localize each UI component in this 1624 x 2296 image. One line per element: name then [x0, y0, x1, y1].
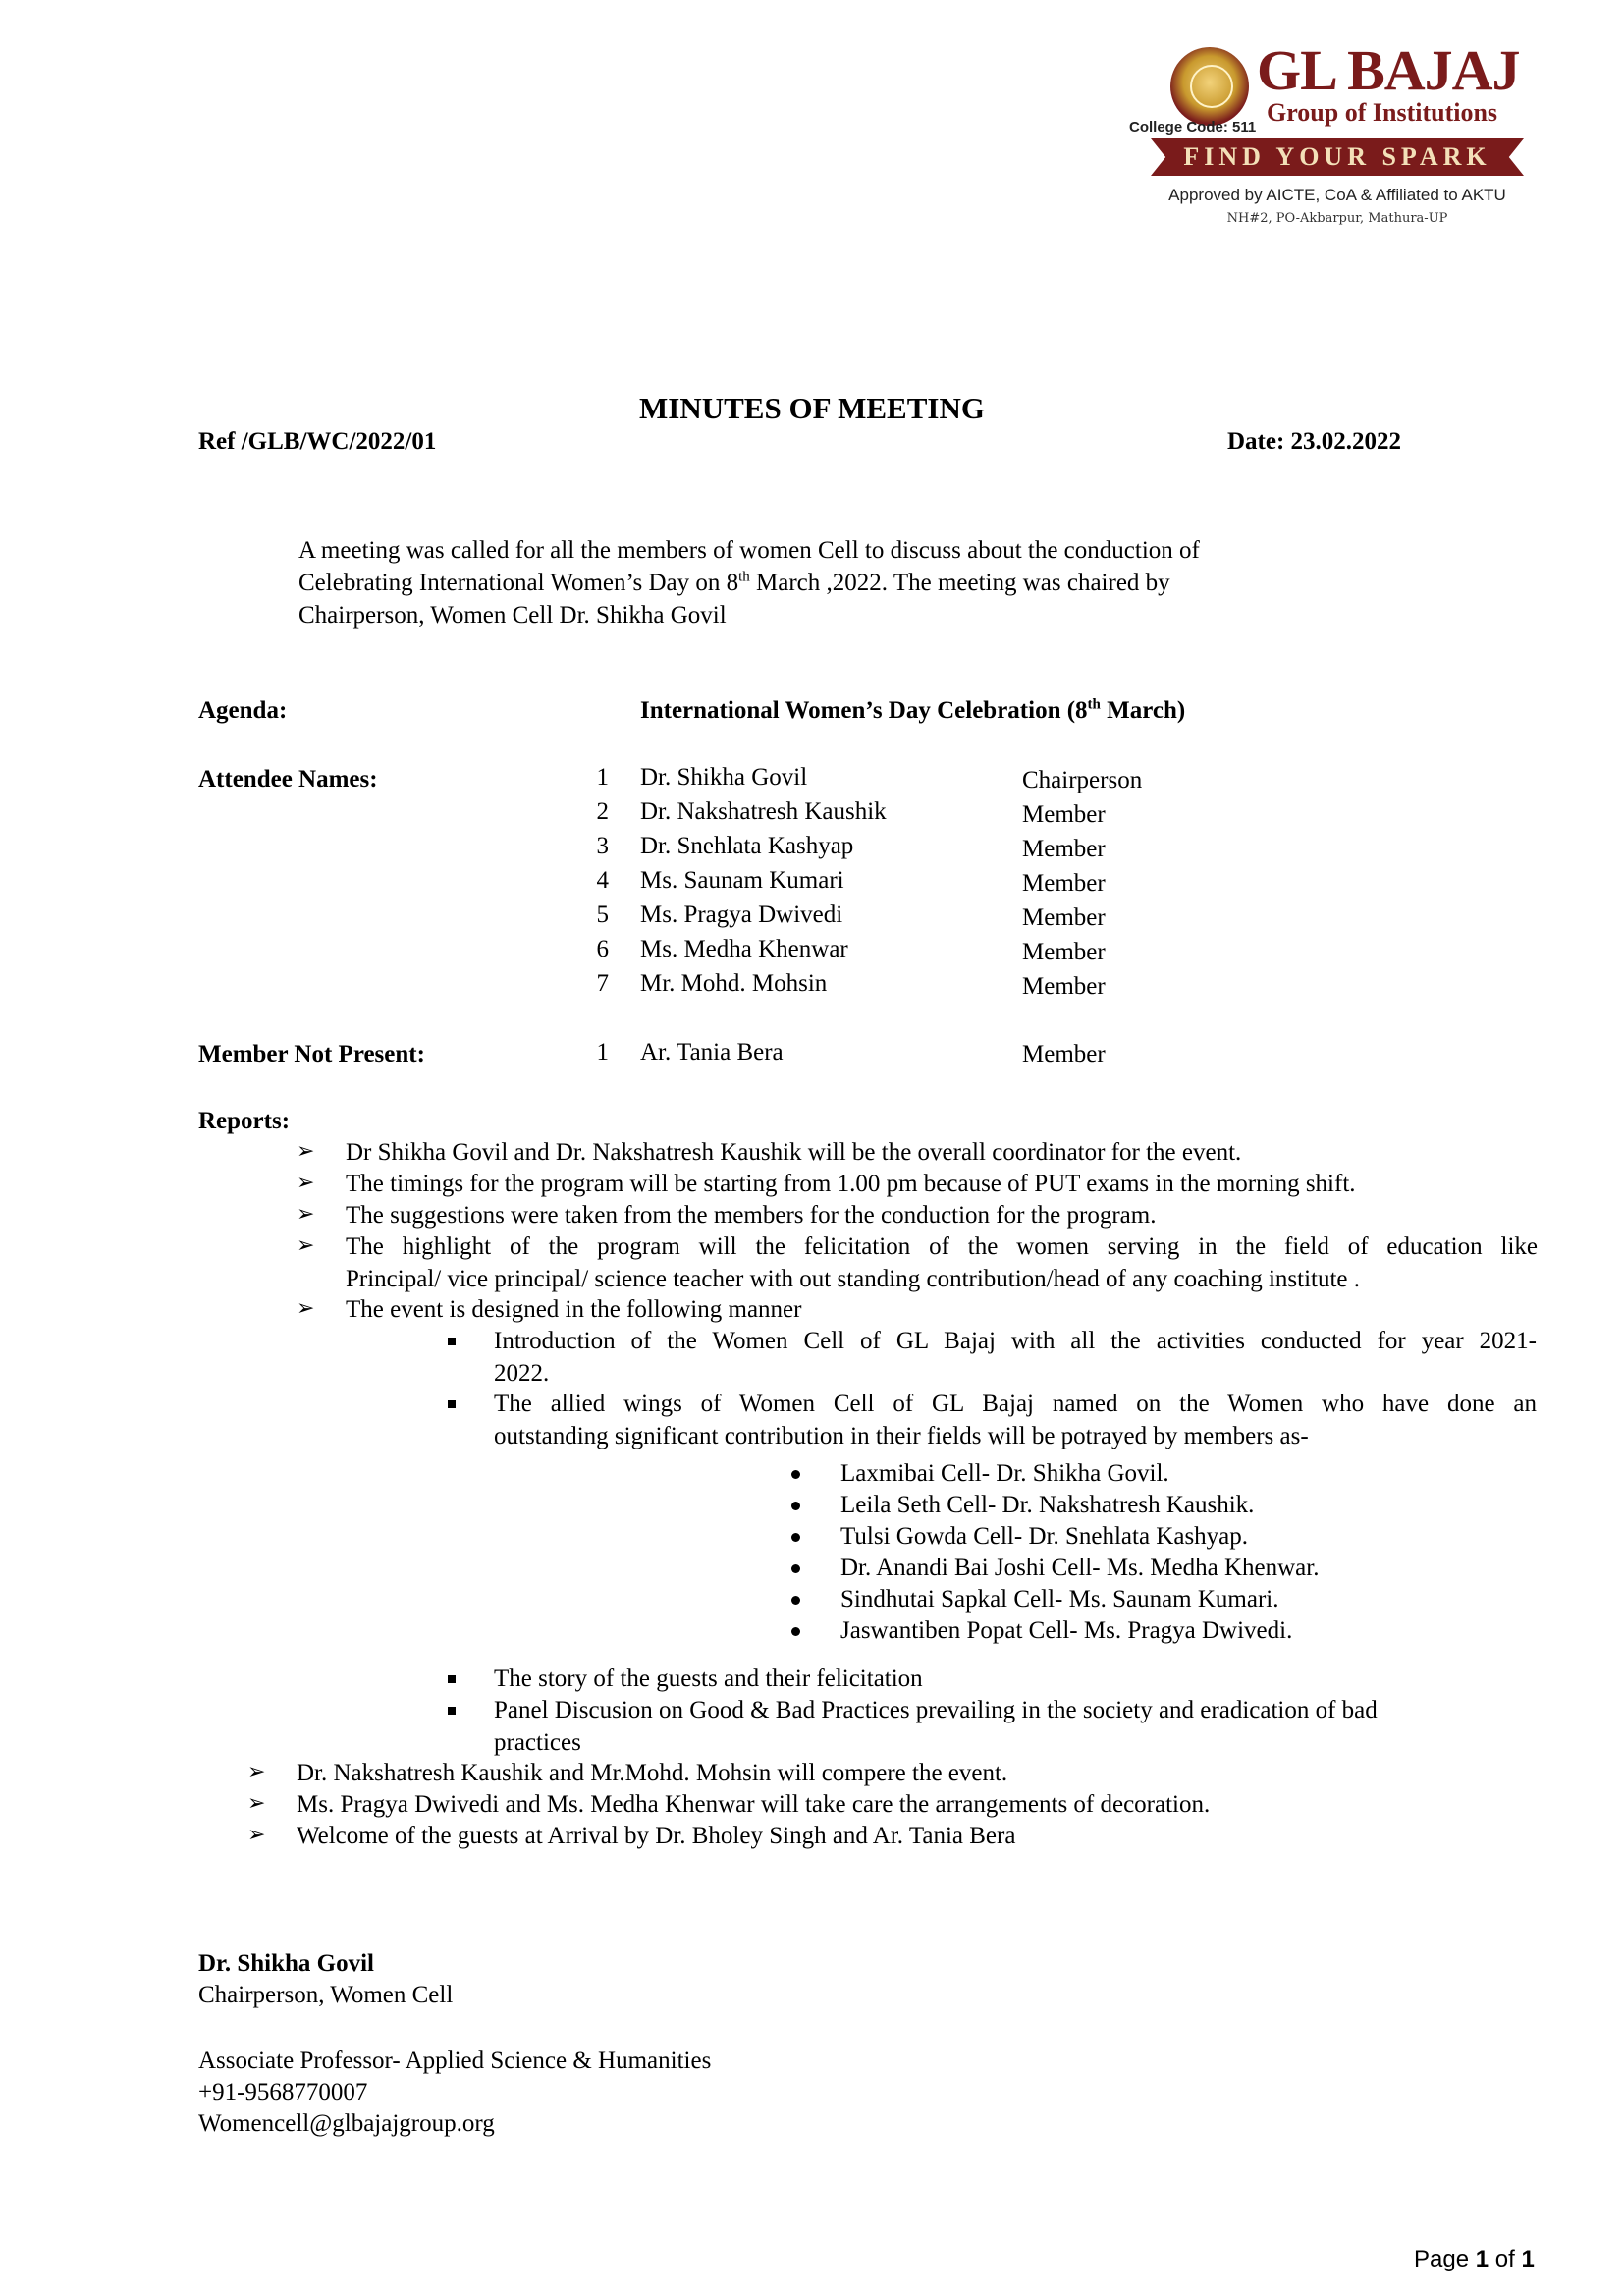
- address-line: NH#2, PO-Akbarpur, Mathura-UP: [1226, 211, 1448, 226]
- arrow-bullet-icon: ➢: [297, 1202, 315, 1227]
- round-bullet-icon: [791, 1533, 800, 1542]
- tagline: FIND YOUR SPARK: [1183, 142, 1491, 171]
- college-code: College Code: 511: [1129, 119, 1257, 136]
- cell-item: Jaswantiben Popat Cell- Ms. Pragya Dwivedi.: [840, 1617, 1293, 1644]
- intro-line: A meeting was called for all the members of women Cell to discuss about the conduction of: [298, 537, 1200, 564]
- square-bullet-icon: [448, 1707, 456, 1715]
- report-item: The highlight of the program will the felicitation of the women serving in the field of education like Principal/ vice principal/ science teacher with out standing contribution/head of any coaching institute .: [346, 1233, 1538, 1292]
- signatory-role: Chairperson, Women Cell: [198, 1982, 454, 2008]
- attendee-number: 3: [596, 833, 609, 859]
- square-bullet-icon: [448, 1675, 456, 1683]
- attendee-name: Dr. Snehlata Kashyap: [640, 833, 854, 859]
- attendee-label: Attendee Names:: [198, 766, 378, 793]
- sub-item: Panel Discusion on Good & Bad Practices prevailing in the society and eradication of bad practices: [494, 1697, 1378, 1756]
- attendee-number: 4: [596, 867, 609, 894]
- brand-name: GL BAJAJ: [1257, 38, 1520, 102]
- attendee-role: Member: [1022, 973, 1106, 1000]
- page-number: Page 1 of 1: [1414, 2246, 1535, 2272]
- round-bullet-icon: [791, 1502, 800, 1510]
- absent-name: Ar. Tania Bera: [640, 1039, 784, 1066]
- arrow-bullet-icon: ➢: [247, 1823, 266, 1847]
- arrow-bullet-icon: ➢: [297, 1233, 315, 1258]
- report-item: Dr Shikha Govil and Dr. Nakshatresh Kaushik will be the overall coordinator for the event.: [346, 1139, 1242, 1166]
- attendee-role: Chairperson: [1022, 767, 1143, 793]
- attendee-name: Dr. Shikha Govil: [640, 764, 808, 791]
- sub-item: The allied wings of Women Cell of GL Bajaj named on the Women who have done an outstanding significant contribution in their fields will be potrayed by members as-: [494, 1391, 1537, 1449]
- round-bullet-icon: [791, 1596, 800, 1605]
- attendee-name: Mr. Mohd. Mohsin: [640, 970, 828, 997]
- signatory-designation: Associate Professor- Applied Science & Humanities: [198, 2048, 712, 2074]
- arrow-bullet-icon: ➢: [247, 1760, 266, 1784]
- signatory-email: Womencell@glbajajgroup.org: [198, 2110, 495, 2137]
- round-bullet-icon: [791, 1564, 800, 1573]
- arrow-bullet-icon: ➢: [297, 1139, 315, 1164]
- reports-label: Reports:: [198, 1108, 291, 1134]
- agenda-label: Agenda:: [198, 697, 288, 724]
- attendee-number: 6: [596, 936, 609, 962]
- attendee-role: Member: [1022, 939, 1106, 965]
- signatory-name: Dr. Shikha Govil: [198, 1950, 375, 1977]
- round-bullet-icon: [791, 1627, 800, 1636]
- cell-item: Leila Seth Cell- Dr. Nakshatresh Kaushik.: [840, 1492, 1255, 1518]
- report-item: The event is designed in the following manner: [346, 1296, 802, 1323]
- attendee-number: 1: [596, 764, 609, 791]
- cell-item: Dr. Anandi Bai Joshi Cell- Ms. Medha Khenwar.: [840, 1555, 1320, 1581]
- cell-item: Tulsi Gowda Cell- Dr. Snehlata Kashyap.: [840, 1523, 1249, 1550]
- absent-role: Member: [1022, 1041, 1106, 1067]
- round-bullet-icon: [791, 1470, 800, 1479]
- agenda-text: International Women’s Day Celebration (8th March): [640, 696, 1186, 724]
- meeting-date: Date: 23.02.2022: [1227, 428, 1402, 455]
- college-seal-icon: [1170, 47, 1249, 126]
- attendee-name: Dr. Nakshatresh Kaushik: [640, 798, 887, 825]
- attendee-role: Member: [1022, 836, 1106, 862]
- intro-paragraph: [298, 534, 1349, 631]
- attendee-role: Member: [1022, 904, 1106, 931]
- attendee-number: 5: [596, 902, 609, 928]
- attendee-name: Ms. Saunam Kumari: [640, 867, 844, 894]
- attendee-number: 2: [596, 798, 609, 825]
- report-item: The timings for the program will be starting from 1.00 pm because of PUT exams in the morning shift.: [346, 1171, 1356, 1197]
- arrow-bullet-icon: ➢: [247, 1791, 266, 1816]
- intro-line: Celebrating International Women’s Day on 8th March ,2022. The meeting was chaired by: [298, 569, 1170, 596]
- sub-item: Introduction of the Women Cell of GL Bajaj with all the activities conducted for year 2021- 2022.: [494, 1328, 1537, 1387]
- page-title: MINUTES OF MEETING: [639, 391, 985, 425]
- square-bullet-icon: [448, 1400, 456, 1408]
- attendee-name: Ms. Pragya Dwivedi: [640, 902, 843, 928]
- institution-logo: [1129, 38, 1542, 240]
- report-item: Ms. Pragya Dwivedi and Ms. Medha Khenwar will take care the arrangements of decoration.: [297, 1791, 1211, 1818]
- arrow-bullet-icon: ➢: [297, 1296, 315, 1321]
- reference-number: Ref /GLB/WC/2022/01: [198, 428, 437, 455]
- attendee-role: Member: [1022, 870, 1106, 897]
- intro-line: Chairperson, Women Cell Dr. Shikha Govil: [298, 602, 727, 629]
- report-item: The suggestions were taken from the members for the conduction for the program.: [346, 1202, 1157, 1229]
- report-item: Welcome of the guests at Arrival by Dr. Bholey Singh and Ar. Tania Bera: [297, 1823, 1016, 1849]
- absent-label: Member Not Present:: [198, 1041, 425, 1067]
- signatory-phone: +91-9568770007: [198, 2079, 368, 2105]
- report-item: Dr. Nakshatresh Kaushik and Mr.Mohd. Mohsin will compere the event.: [297, 1760, 1008, 1786]
- square-bullet-icon: [448, 1338, 456, 1345]
- brand-subtitle: Group of Institutions: [1267, 98, 1498, 127]
- attendee-name: Ms. Medha Khenwar: [640, 936, 848, 962]
- cell-item: Laxmibai Cell- Dr. Shikha Govil.: [840, 1460, 1169, 1487]
- arrow-bullet-icon: ➢: [297, 1171, 315, 1195]
- attendee-role: Member: [1022, 801, 1106, 828]
- sub-item: The story of the guests and their felicitation: [494, 1666, 923, 1692]
- absent-number: 1: [596, 1039, 609, 1066]
- attendee-number: 7: [596, 970, 609, 997]
- approval-line: Approved by AICTE, CoA & Affiliated to AKTU: [1168, 186, 1506, 204]
- cell-item: Sindhutai Sapkal Cell- Ms. Saunam Kumari.: [840, 1586, 1279, 1613]
